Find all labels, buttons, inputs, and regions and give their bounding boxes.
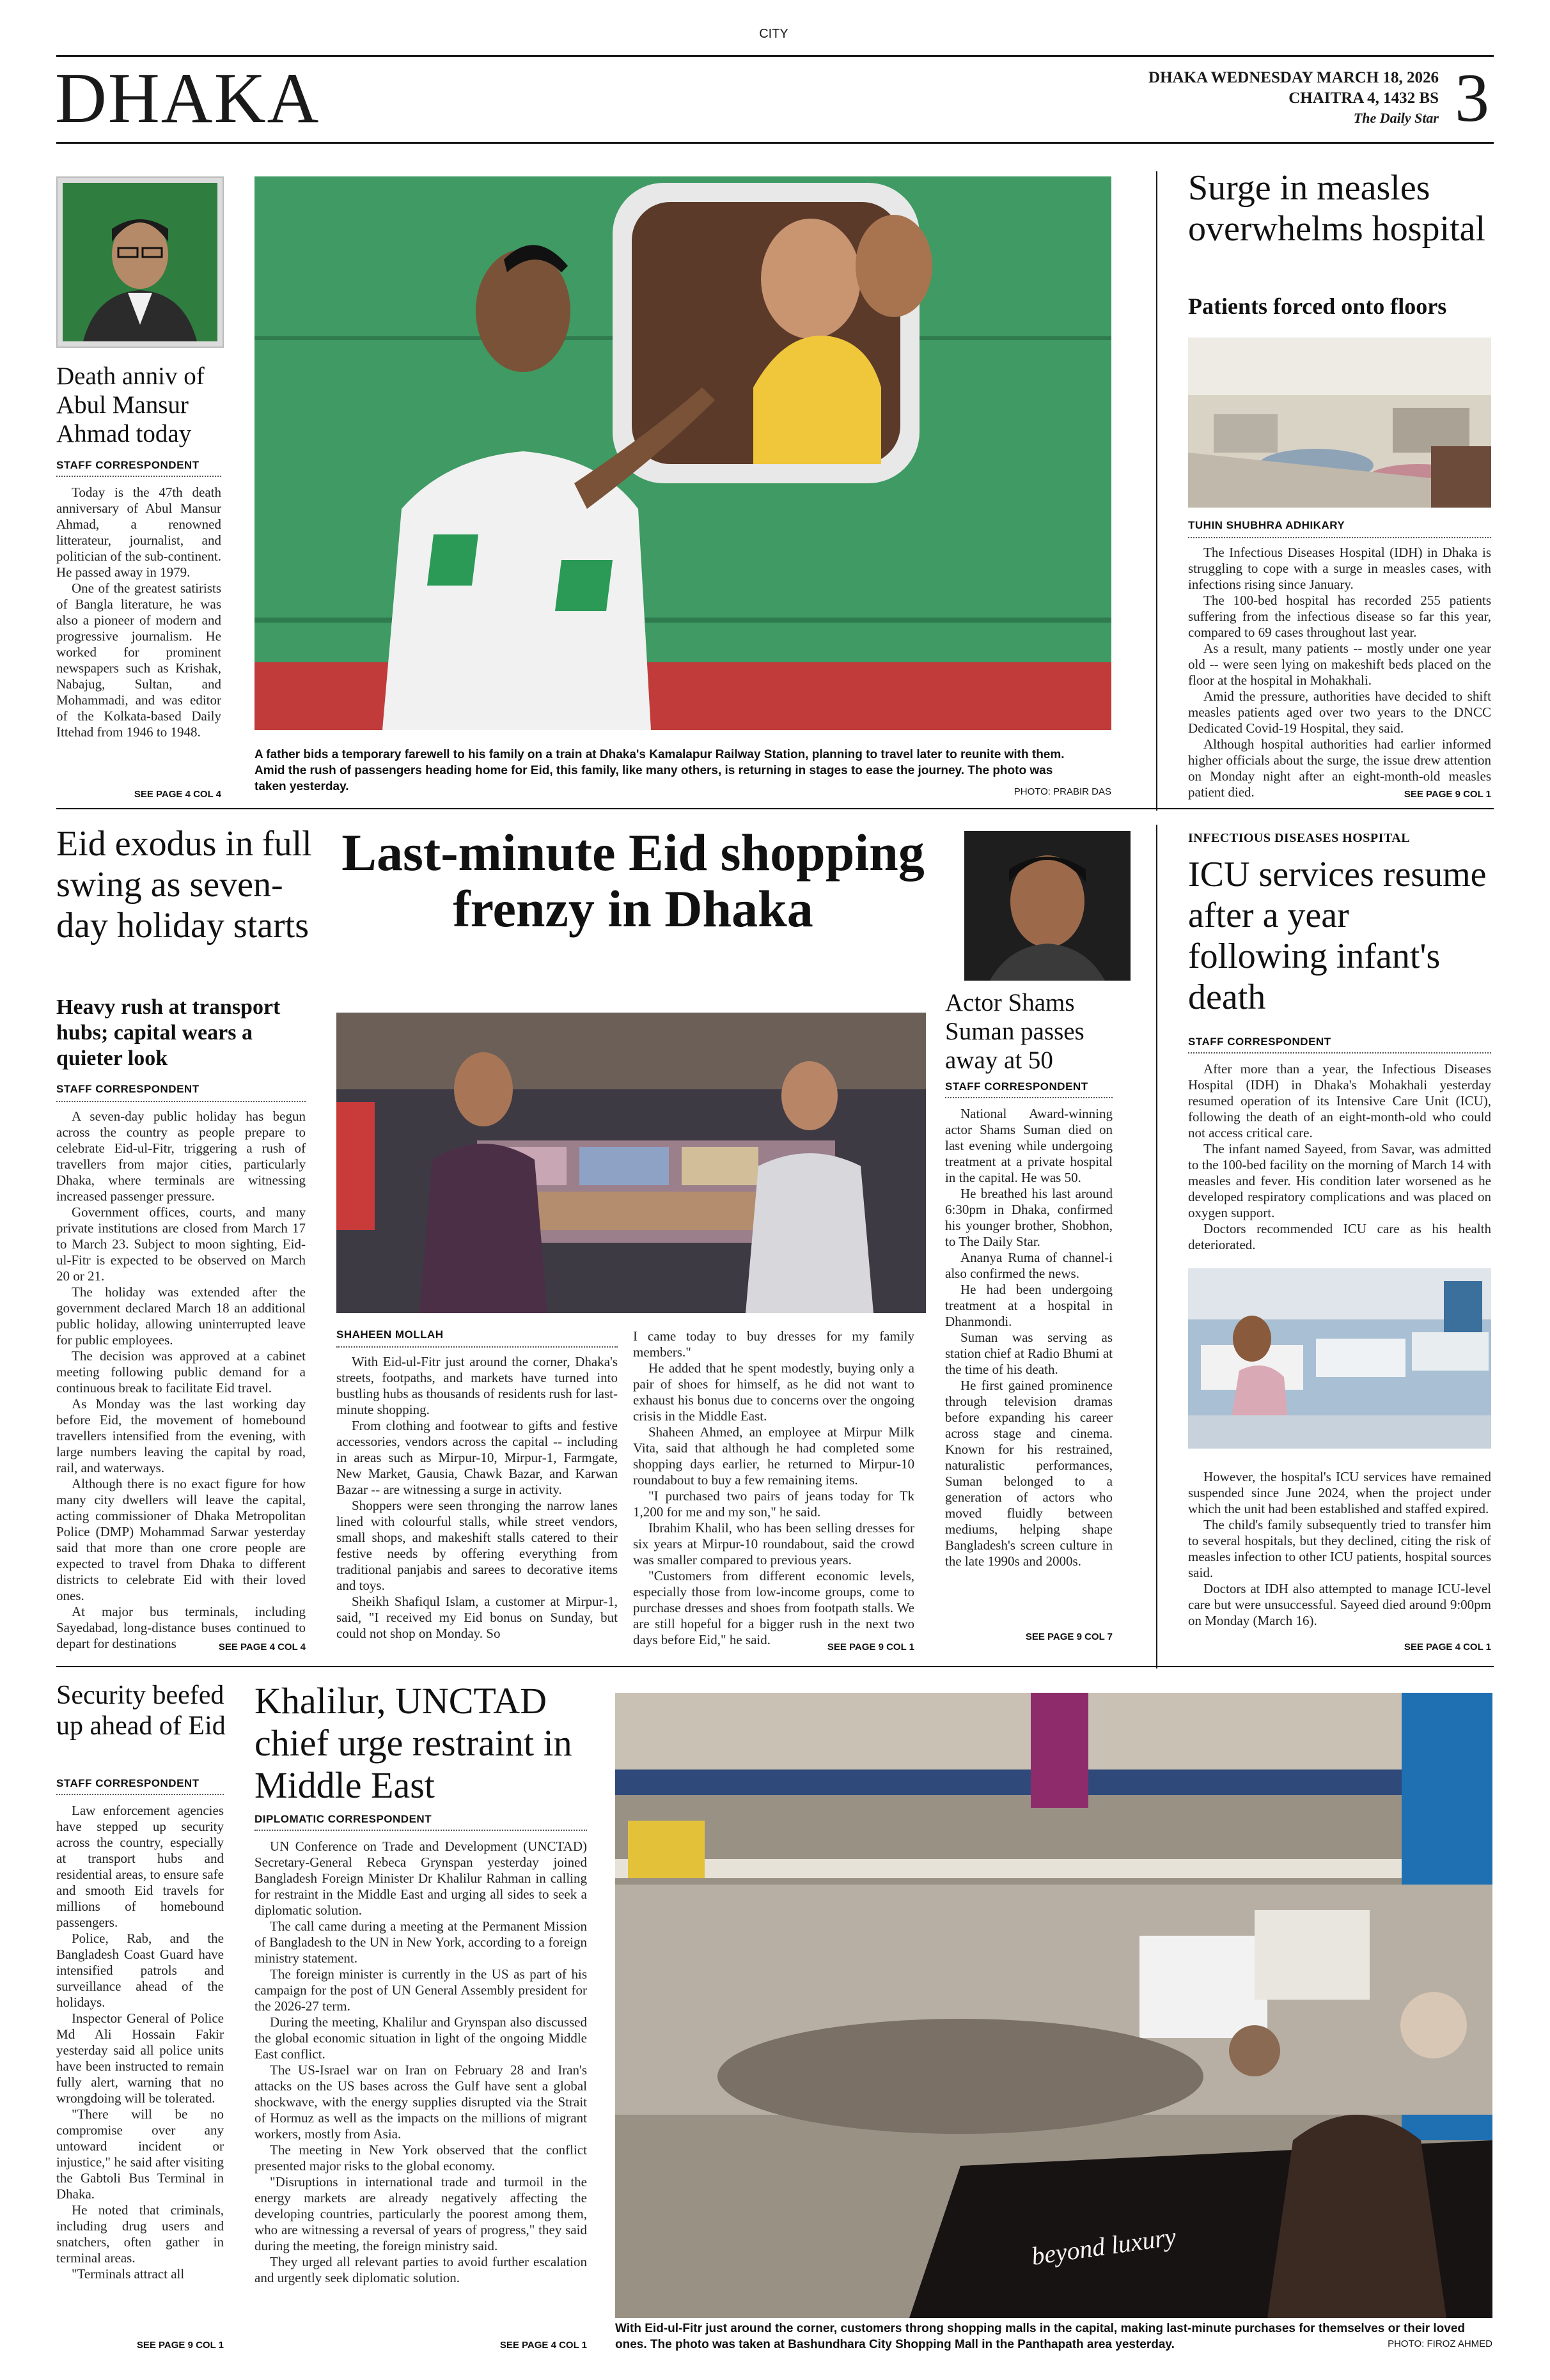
actor-portrait-image (964, 831, 1131, 981)
security-jump: SEE PAGE 9 COL 1 (136, 2340, 224, 2351)
date-line: DHAKA WEDNESDAY MARCH 18, 2026 (1148, 69, 1439, 86)
icu-jump: SEE PAGE 4 COL 1 (1404, 1642, 1491, 1653)
unctad-paragraph: During the meeting, Khalilur and Grynspan also discussed the global economic situation in light of the ongoing Middle East conflict. (254, 2014, 587, 2062)
anniv-byline-rule (56, 476, 221, 477)
column-rule-right-top (1156, 171, 1157, 811)
icu-kicker: INFECTIOUS DISEASES HOSPITAL (1188, 831, 1411, 845)
actor-paragraph: Ananya Ruma of channel-i also confirmed the news. (945, 1250, 1113, 1281)
icu-paragraph: However, the hospital's ICU services have remained suspended since June 2024, when the project under which the unit had been established and staffed expired. (1188, 1469, 1491, 1516)
unctad-body (254, 1839, 587, 2286)
portrait-abul-mansur-ahmad (56, 176, 224, 348)
mall-photo-credit: PHOTO: FIROZ AHMED (1388, 2338, 1492, 2349)
measles-jump: SEE PAGE 9 COL 1 (1404, 789, 1491, 800)
masthead-bottom-rule (56, 142, 1494, 144)
section-tag: CITY (759, 27, 788, 41)
exodus-subhead: Heavy rush at transport hubs; capital wears a quieter look (56, 995, 281, 1070)
shopping-jump: SEE PAGE 9 COL 1 (827, 1642, 914, 1653)
unctad-paragraph: The US-Israel war on Iran on February 28 and Iran's attacks on the US bases across the Gulf have sent a global shockwave, with the energy supplies disrupted via the Strait of Hormuz as well as the impacts on the millions of migrant workers, mostly from Asia. (254, 2062, 587, 2142)
unctad-paragraph: UN Conference on Trade and Development (UNCTAD) Secretary-General Rebeca Grynspan yesterday joined Bangladesh Foreign Minister Dr Khalilur Rahman in calling for restraint in the Middle East and urging all sides to seek a diplomatic solution. (254, 1839, 587, 1918)
anniv-paragraph: Today is the 47th death anniversary of Abul Mansur Ahmad, a renowned litterateur, journalist, and politician of the sub-continent. He passed away in 1979. (56, 485, 221, 580)
mall-photo-image (615, 1693, 1492, 2318)
shopping-body-col2 (633, 1328, 914, 1648)
icu-headline: ICU services resume after a year following infant's death (1188, 855, 1487, 1017)
exodus-byline-rule (56, 1101, 306, 1102)
icu-photo (1188, 1268, 1491, 1449)
shopping-byline: SHAHEEN MOLLAH (336, 1328, 444, 1341)
exodus-paragraph: Although there is no exact figure for how many city dwellers will leave the capital, acting commissioner of Dhaka Metropolitan Police (DMP) Mohammad Sarwar yesterday said that more than one crore people are expected to travel from Dhaka to different districts to celebrate Eid with their loved ones. (56, 1476, 306, 1603)
security-paragraph: Police, Rab, and the Bangladesh Coast Guard have intensified patrols and surveillance ahead of the holidays. (56, 1931, 224, 2010)
shopping-paragraph: Shoppers were seen thronging the narrow lanes lined with colourful stalls, while street vendors, small shops, and makeshift stalls catered to their festive needs by offering everything from traditional panjabis and sarees to decorative items and toys. (336, 1498, 618, 1593)
security-paragraph: "There will be no compromise over any untoward incident or injustice," he said after visiting the Gabtoli Bus Terminal in Dhaka. (56, 2106, 224, 2202)
security-paragraph: He noted that criminals, including drug users and snatchers, often gather in terminal areas. (56, 2202, 224, 2266)
portrait-image (58, 178, 223, 346)
security-byline: STAFF CORRESPONDENT (56, 1777, 200, 1789)
measles-paragraph: The 100-bed hospital has recorded 255 patients suffering from the infectious disease so far this year, compared to 69 cases throughout last year. (1188, 593, 1491, 640)
actor-paragraph: National Award-winning actor Shams Suman died on last evening while undergoing treatment at a private hospital in the capital. He was 50. (945, 1106, 1113, 1185)
anniv-jump: SEE PAGE 4 COL 4 (134, 789, 221, 800)
shopping-photo-image (336, 1013, 926, 1313)
unctad-byline: DIPLOMATIC CORRESPONDENT (254, 1813, 432, 1825)
masthead-top-rule (56, 55, 1494, 57)
exodus-body (56, 1108, 306, 1652)
icu-paragraph: Doctors recommended ICU care as his health deteriorated. (1188, 1221, 1491, 1252)
shopping-paragraph: Sheikh Shafiqul Islam, a customer at Mirpur-1, said, "I received my Eid bonus on Sunday, but could not shop on Monday. So (336, 1594, 618, 1641)
actor-byline-rule (945, 1097, 1113, 1098)
shopping-paragraph: "Customers from different economic levels, especially those from low-income groups, come to purchase dresses and shoes from footpath stalls. We are still hopeful for a bigger rush in the next two days before Eid," he said. (633, 1568, 914, 1647)
shopping-body-col1 (336, 1354, 618, 1642)
section-rule-1 (56, 808, 1494, 809)
icu-body-bottom (1188, 1469, 1491, 1629)
actor-paragraph: He first gained prominence through television dramas before expanding his career across stage and cinema. Known for his restrained, naturalistic performances, Suman belonged to a generation of actors who moved fluidly between mediums, helping shape Bangladesh's screen culture in the late 1990s and 2000s. (945, 1378, 1113, 1569)
measles-paragraph: As a result, many patients -- mostly under one year old -- were seen lying on makeshift beds placed on the floor at the hospital in Mohakhali. (1188, 641, 1491, 688)
measles-paragraph: Amid the pressure, authorities have decided to shift measles patients aged over two years to the DNCC Dedicated Covid-19 Hospital, they said. (1188, 688, 1491, 736)
anniv-body (56, 485, 221, 740)
lead-photo-train (254, 176, 1111, 730)
measles-subhead: Patients forced onto floors (1188, 293, 1447, 319)
bengali-date: CHAITRA 4, 1432 BS (1288, 89, 1439, 107)
actor-body (945, 1106, 1113, 1569)
exodus-headline: Eid exodus in full swing as seven-day holiday starts (56, 824, 312, 945)
shopping-paragraph: From clothing and footwear to gifts and festive accessories, vendors across the capital -- including in areas such as Mirpur-10, Mirpur-1, Farmgate, New Market, Gausia, Chawk Bazar, and Karwan Bazar -- are witnessing a surge in activity. (336, 1418, 618, 1497)
unctad-byline-rule (254, 1830, 587, 1831)
icu-byline: STAFF CORRESPONDENT (1188, 1036, 1331, 1048)
icu-body-top (1188, 1061, 1491, 1253)
mall-photo (615, 1693, 1492, 2318)
exodus-paragraph: The decision was approved at a cabinet meeting following public demand for a continuous break to facilitate Eid travel. (56, 1348, 306, 1396)
icu-byline-rule (1188, 1052, 1491, 1054)
icu-paragraph: The infant named Sayeed, from Savar, was admitted to the 100-bed facility on the morning of March 14 with measles and fever. His condition later worsened as he developed respiratory complications and was placed on oxygen support. (1188, 1141, 1491, 1220)
column-rule-right-mid (1156, 825, 1157, 1668)
shopping-paragraph: I came today to buy dresses for my family members." (633, 1328, 914, 1360)
paper-name: The Daily Star (1353, 110, 1439, 126)
exodus-paragraph: The holiday was extended after the government declared March 18 an additional public holiday, allowing uninterrupted leave for public employees. (56, 1284, 306, 1348)
mall-photo-caption: With Eid-ul-Fitr just around the corner, customers throng shopping malls in the capital, making last-minute purchases for themselves or their loved ones. The photo was taken at Bashundhara City Shopping Mall in the Panthapath area yesterday. (615, 2322, 1465, 2351)
lead-photo-caption: A father bids a temporary farewell to his family on a train at Dhaka's Kamalapur Railway Station, planning to travel later to reunite with them. Amid the rush of passengers heading home for Eid, this family, like many others, is returning in stages to ease the journey. The photo was taken yesterday. (254, 748, 1065, 793)
shopping-paragraph: Shaheen Ahmed, an employee at Mirpur Milk Vita, said that although he had completed some shopping days earlier, he returned to Mirpur-10 roundabout to buy a few remaining items. (633, 1424, 914, 1488)
unctad-paragraph: The foreign minister is currently in the US as part of his campaign for the post of UN General Assembly president for the 2026-27 term. (254, 1966, 587, 2014)
exodus-paragraph: At major bus terminals, including Sayedabad, long-distance buses continued to depart for destinations (56, 1604, 306, 1651)
security-byline-rule (56, 1794, 224, 1795)
shopping-paragraph: Ibrahim Khalil, who has been selling dresses for six years at Mirpur-10 roundabout, said the crowd was smaller compared to previous years. (633, 1520, 914, 1567)
icu-paragraph: Doctors at IDH also attempted to manage ICU-level care but were unsuccessful. Sayeed died around 9:00pm on Monday (March 16). (1188, 1581, 1491, 1628)
measles-photo-image (1188, 338, 1491, 508)
security-body (56, 1803, 224, 2282)
security-paragraph: "Terminals attract all (72, 2266, 185, 2282)
actor-paragraph: He had been undergoing treatment at a hospital in Dhanmondi. (945, 1282, 1113, 1329)
unctad-paragraph: The call came during a meeting at the Permanent Mission of Bangladesh to the UN in New York, according to a foreign ministry statement. (254, 1918, 587, 1966)
mall-sign-text: beyond luxury (1029, 2221, 1178, 2271)
anniv-headline: Death anniv of Abul Mansur Ahmad today (56, 362, 205, 447)
security-paragraph: Inspector General of Police Md Ali Hossain Fakir yesterday said all police units have been instructed to remain fully alert, warning that no wrongdoing will be tolerated. (56, 2011, 224, 2106)
section-rule-2 (56, 1666, 1494, 1667)
exodus-paragraph: Government offices, courts, and many private institutions are closed from March 17 to March 23. Subject to moon sighting, Eid-ul-Fitr is expected to be observed on March 20 or 21. (56, 1204, 306, 1284)
section-name: DHAKA (55, 59, 320, 138)
measles-byline: TUHIN SHUBHRA ADHIKARY (1188, 519, 1345, 531)
measles-byline-rule (1188, 537, 1491, 538)
measles-paragraph: The Infectious Diseases Hospital (IDH) in Dhaka is struggling to cope with a surge in measles cases, with infections rising since January. (1188, 545, 1491, 592)
page-number: 3 (1455, 60, 1489, 136)
unctad-paragraph: They urged all relevant parties to avoid further escalation and urgently seek diplomatic solution. (254, 2254, 587, 2285)
measles-paragraph: Although hospital authorities had earlier informed higher officials about the surge, the issue drew attention on Monday night after an eight-month-old measles patient died. (1188, 736, 1491, 800)
shopping-paragraph: With Eid-ul-Fitr just around the corner, Dhaka's streets, footpaths, and markets have turned into bustling hubs as thousands of residents rush for last-minute shopping. (336, 1354, 618, 1417)
actor-headline: Actor Shams Suman passes away at 50 (945, 989, 1084, 1074)
security-headline: Security beefed up ahead of Eid (56, 1681, 226, 1741)
anniv-paragraph: One of the greatest satirists of Bangla literature, he was also a pioneer of modern and progressive journalism. He worked for prominent newspapers such as Krishak, Nabajug, Sultan, and Mohammadi, and was editor of the Kolkata-based Daily Ittehad from 1946 to 1948. (56, 580, 221, 740)
exodus-paragraph: A seven-day public holiday has begun across the country as people prepare to celebrate Eid-ul-Fitr, triggering a rush of travellers from major cities, particularly Dhaka, where terminals are witnessing increased passenger pressure. (56, 1108, 306, 1204)
exodus-paragraph: As Monday was the last working day before Eid, the movement of homebound travellers intensified from the evening, with large numbers leaving the capital by road, rail, and waterways. (56, 1396, 306, 1475)
unctad-jump: SEE PAGE 4 COL 1 (499, 2340, 587, 2351)
unctad-paragraph: The meeting in New York observed that the conflict presented major risks to the global economy. (254, 2142, 587, 2174)
actor-paragraph: He breathed his last around 6:30pm in Dhaka, confirmed his younger brother, Shobhon, to The Daily Star. (945, 1186, 1113, 1249)
exodus-jump: SEE PAGE 4 COL 4 (218, 1642, 306, 1653)
portrait-shams-suman (964, 831, 1131, 981)
exodus-byline: STAFF CORRESPONDENT (56, 1083, 200, 1095)
shopping-byline-rule (336, 1346, 618, 1348)
shopping-photo (336, 1013, 926, 1313)
anniv-byline: STAFF CORRESPONDENT (56, 459, 200, 471)
security-paragraph: Law enforcement agencies have stepped up security across the country, especially at transport hubs and residential areas, to ensure safe and smooth Eid travels for millions of homebound passengers. (56, 1803, 224, 1930)
lead-photo-credit: PHOTO: PRABIR DAS (1014, 786, 1111, 797)
shopping-headline: Last-minute Eid shopping frenzy in Dhaka (341, 823, 925, 938)
actor-byline: STAFF CORRESPONDENT (945, 1080, 1088, 1093)
actor-paragraph: Suman was serving as station chief at Radio Bhumi at the time of his death. (945, 1330, 1113, 1377)
shopping-paragraph: He added that he spent modestly, buying only a pair of shoes for himself, as he did not want to exhaust his bonus due to concerns over the ongoing crisis in the Middle East. (633, 1360, 914, 1424)
unctad-headline: Khalilur, UNCTAD chief urge restraint in Middle East (254, 1680, 572, 1806)
actor-jump: SEE PAGE 9 COL 7 (1025, 1631, 1113, 1642)
icu-paragraph: The child's family subsequently tried to transfer him to several hospitals, but they declined, citing the risk of measles infection to other ICU patients, hospital sources said. (1188, 1517, 1491, 1580)
lead-photo-image (254, 176, 1111, 730)
icu-photo-image (1188, 1268, 1491, 1449)
measles-headline: Surge in measles overwhelms hospital (1188, 168, 1486, 249)
unctad-paragraph: "Disruptions in international trade and turmoil in the energy markets are already negatively affecting the developing countries, particularly the poorest among them, who are witnessing a reversal of years of progress," they said during the meeting, the foreign ministry said. (254, 2174, 587, 2253)
shopping-paragraph: "I purchased two pairs of jeans today for Tk 1,200 for me and my son," he said. (633, 1488, 914, 1520)
icu-paragraph: After more than a year, the Infectious Diseases Hospital (IDH) in Dhaka's Mohakhali yesterday resumed operation of its Intensive Care Unit (ICU), following the death of an eight-month-old who could not access critical care. (1188, 1061, 1491, 1140)
measles-photo (1188, 338, 1491, 508)
measles-body (1188, 545, 1491, 800)
